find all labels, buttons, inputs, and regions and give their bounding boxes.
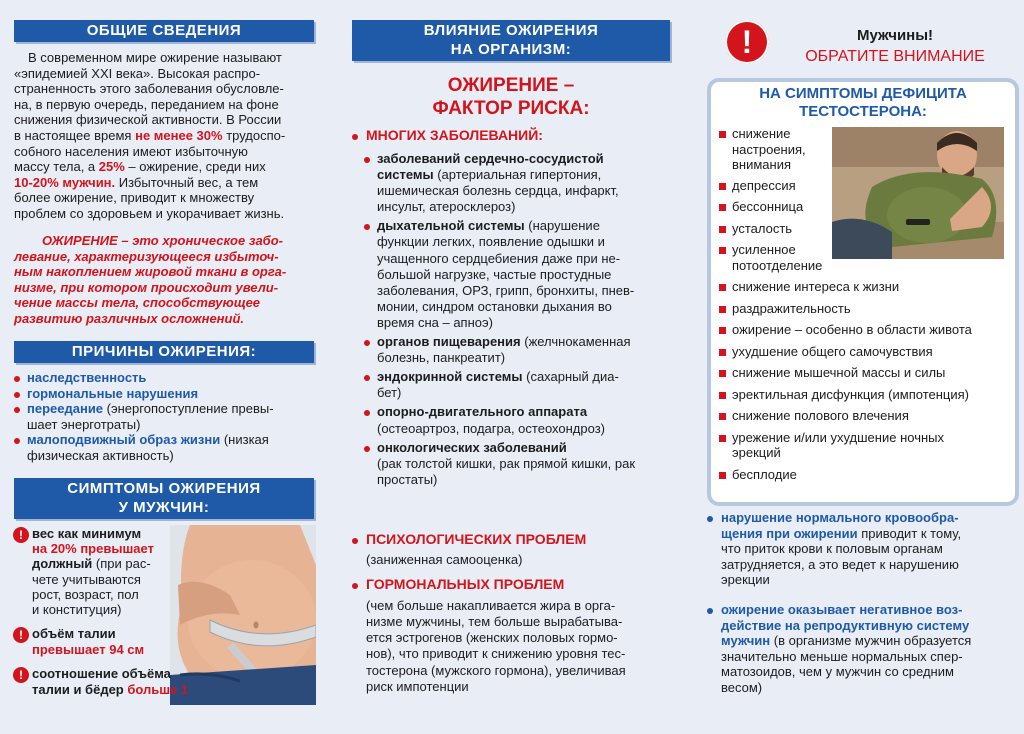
general-line: проблем со здоровьем и укорачивает жизнь.	[14, 205, 285, 221]
symptom-item: раздражительность	[719, 301, 1009, 317]
warning-icon: !	[13, 527, 29, 543]
symptom-item: ожирение – особенно в области живота	[719, 322, 1009, 338]
warning-icon: !	[13, 627, 29, 643]
cause-item: гормональные нарушения	[14, 386, 316, 402]
causes-list	[14, 370, 316, 464]
symptom-item: депрессия	[719, 178, 1009, 194]
exclamation-icon: !	[725, 20, 769, 64]
general-line: снижения физической активности. В России	[14, 112, 282, 128]
column-general	[0, 0, 330, 734]
causes-banner: ПРИЧИНЫ ОЖИРЕНИЯ:	[14, 341, 314, 363]
symptom-item: снижение настроения, внимания	[719, 126, 1009, 173]
psychological-problems: ПСИХОЛОГИЧЕСКИХ ПРОБЛЕМ (заниженная самооценка)	[352, 532, 672, 567]
general-info-paragraph	[14, 50, 314, 222]
reproductive-note: ожирение оказывает негативное воз- действие на репродуктивную систему мужчин (в организме мужчин образуется значительно меньше нормальных спер- матозоидов, чем у мужчин со средним весом)	[707, 602, 1009, 696]
disease-item: заболеваний сердечно-сосудистой системы (артериальная гипертония, ишемическая болезнь сердца, инфаркт, инсульт, атеросклероз)	[364, 151, 674, 215]
obesity-definition: ОЖИРЕНИЕ – это хроническое забо- левание, характеризующееся избыточ- ным накоплением жировой ткани в орга- низме, при котором происходит увели- чение массы тела, способствующее развитию различных осложнений.	[14, 233, 287, 326]
symptom-item: снижение мышечной массы и силы	[719, 365, 1009, 381]
warning-icon: !	[13, 667, 29, 683]
general-line: собного населения имеют избыточную	[14, 143, 248, 159]
disease-item: опорно-двигательного аппарата (остеоартроз, подагра, остеохондроз)	[364, 404, 674, 436]
symptom-item: эректильная дисфункция (импотенция)	[719, 387, 1009, 403]
cause-item: наследственность	[14, 370, 316, 386]
general-line: В современном мире ожирение называют	[28, 50, 282, 65]
general-info-banner	[14, 20, 314, 42]
many-diseases-heading: МНОГИХ ЗАБОЛЕВАНИЙ:	[352, 128, 682, 144]
column-impact	[340, 0, 685, 734]
symptom-item: урежение и/или ухудшение ночных эрекций	[719, 430, 1009, 461]
cause-item: малоподвижный образ жизни (низкая физическая активность)	[14, 432, 316, 463]
symptom-item: бесплодие	[719, 467, 1009, 483]
attention-heading: ОБРАТИТЕ ВНИМАНИЕ	[805, 48, 985, 65]
diseases-list	[364, 151, 674, 488]
general-line: более ожирение, приводит к множеству	[14, 190, 255, 206]
risk-factor-heading: ОЖИРЕНИЕ – ФАКТОР РИСКА:	[432, 75, 590, 119]
symptom-item: снижение интереса к жизни	[719, 279, 1009, 295]
symptom-item: снижение полового влечения	[719, 408, 1009, 424]
symptom-waist: объём талии превышает 94 см	[32, 626, 145, 657]
hormonal-problems: ГОРМОНАЛЬНЫХ ПРОБЛЕМ (чем больше накапливается жира в орга- низме мужчины, тем больше вырабатыва- ется эстрогенов (женских половых гормо- нов), что приводит к снижению уровня тес- тостерона (мужского гормона), увеличивая риск импотенции	[352, 577, 674, 695]
testosterone-symptoms-list	[719, 126, 1009, 482]
symptom-ratio: соотношение объёма талии и бёдер больше 1	[32, 666, 189, 697]
symptoms-banner: СИМПТОМЫ ОЖИРЕНИЯ У МУЖЧИН:	[14, 478, 314, 519]
symptom-item: усталость	[719, 221, 1009, 237]
circulation-note: нарушение нормального кровообра- щения при ожирении приводит к тому, что приток крови к половым органам затрудняется, а это ведет к нарушению эрекции	[707, 510, 1009, 588]
disease-item: дыхательной системы (нарушение функции легких, появление одышки и учащенного сердцебиения даже при не- большой нагрузке, частые простудные заболевания, ОРЗ, грипп, бронхиты, пнев- монии, синдром остановки дыхания во время сна – апноэ)	[364, 218, 674, 331]
general-info-title: ОБЩИЕ СВЕДЕНИЯ	[86, 22, 242, 39]
symptom-item: бессонница	[719, 199, 1009, 215]
cause-item: переедание (энергопоступление превы- шает энерготраты)	[14, 401, 316, 432]
deficit-heading: НА СИМПТОМЫ ДЕФИЦИТА ТЕСТОСТЕРОНА:	[759, 85, 967, 120]
general-line: в настоящее время не менее 30% трудоспо-	[14, 127, 286, 143]
symptom-weight: вес как минимум на 20% превышает должный (при рас- чете учитываются рост, возраст, пол и конституция)	[32, 526, 154, 618]
disease-item: органов пищеварения (желчнокаменная болезнь, панкреатит)	[364, 334, 674, 366]
column-testosterone	[695, 0, 1024, 734]
disease-item: эндокринной системы (сахарный диа- бет)	[364, 369, 674, 401]
general-line: страненность этого заболевания обусловле-	[14, 81, 284, 97]
impact-banner: ВЛИЯНИЕ ОЖИРЕНИЯ НА ОРГАНИЗМ:	[352, 20, 670, 61]
general-line: 10-20% мужчин. Избыточный вес, а тем	[14, 174, 259, 190]
men-heading: Мужчины!	[856, 27, 934, 44]
symptom-item: ухудшение общего самочувствия	[719, 344, 1009, 360]
disease-item: онкологических заболеваний (рак толстой кишки, рак прямой кишки, рак простаты)	[364, 440, 674, 488]
general-line: «эпидемией XXI века». Высокая распро-	[14, 65, 261, 81]
general-line: на, в первую очередь, переданием на фоне	[14, 96, 279, 112]
symptom-item: усиленное потоотделение	[719, 242, 1009, 273]
general-line: массу тела, а 25% – ожирение, среди них	[14, 159, 266, 175]
